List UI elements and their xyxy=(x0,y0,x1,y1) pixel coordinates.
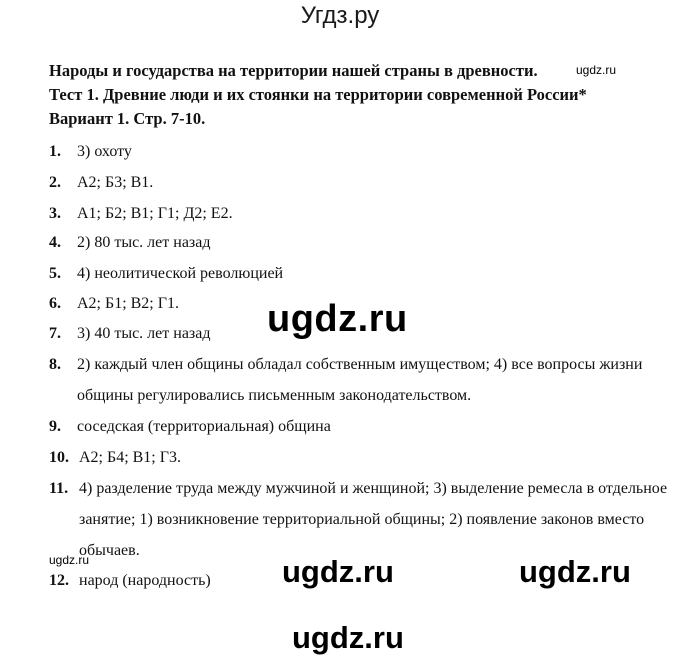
answer-text: народ (народность) xyxy=(79,572,211,589)
answer-text: А1; Б2; В1; Г1; Д2; Е2. xyxy=(77,205,233,222)
answer-number: 7. xyxy=(49,325,61,342)
watermark-small-left: ugdz.ru xyxy=(49,553,90,567)
answer-number: 1. xyxy=(49,143,61,160)
site-title: Угдз.ру xyxy=(300,2,380,29)
answer-text: А2; Б1; В2; Г1. xyxy=(77,295,179,312)
answer-text: А2; Б3; В1. xyxy=(77,174,154,191)
watermark-small: ugdz.ru xyxy=(576,63,617,77)
answer-item-8 xyxy=(49,349,669,411)
answer-item-1 xyxy=(49,136,669,167)
answer-number: 8. xyxy=(49,356,61,373)
test-title: Тест 1. Древние люди и их стоянки на территории современной России* xyxy=(49,85,587,104)
answer-number: 12. xyxy=(49,572,69,589)
answer-number: 11. xyxy=(49,480,69,497)
answer-item-9 xyxy=(49,411,669,442)
answer-text: 2) каждый член общины обладал собственным имуществом; 4) все вопросы жизни общины регулировались письменным законодательством. xyxy=(77,356,643,404)
answer-text: 4) неолитической революцией xyxy=(77,265,284,282)
watermark-bottom-right: ugdz.ru xyxy=(519,554,631,589)
answer-number: 10. xyxy=(49,449,69,466)
answer-item-4 xyxy=(49,227,669,258)
watermark-footer: ugdz.ru xyxy=(292,620,404,655)
answer-item-3 xyxy=(49,198,669,229)
answer-number: 2. xyxy=(49,174,61,191)
answer-number: 4. xyxy=(49,234,61,251)
answer-number: 6. xyxy=(49,295,61,312)
answer-item-11 xyxy=(49,473,669,566)
answer-item-10 xyxy=(49,442,669,473)
answer-text: соседская (территориальная) община xyxy=(77,418,331,435)
section-title: Народы и государства на территории нашей страны в древности. xyxy=(49,61,538,80)
answer-text: 3) 40 тыс. лет назад xyxy=(77,325,211,342)
answer-text: 4) разделение труда между мужчиной и женщиной; 3) выделение ремесла в отдельное занятие; 1) возникновение территориальной общины; 2) появление законов вместо обычаев. xyxy=(79,480,668,559)
answer-text: 3) охоту xyxy=(77,143,132,160)
answer-number: 5. xyxy=(49,265,61,282)
watermark-bottom-left: ugdz.ru xyxy=(282,554,394,589)
answer-number: 9. xyxy=(49,418,61,435)
answer-number: 3. xyxy=(49,205,61,222)
answer-text: 2) 80 тыс. лет назад xyxy=(77,234,211,251)
watermark-center: ugdz.ru xyxy=(267,298,408,340)
answer-text: А2; Б4; В1; Г3. xyxy=(79,449,181,466)
answer-item-2 xyxy=(49,167,669,198)
answer-item-5 xyxy=(49,258,669,289)
variant-title: Вариант 1. Стр. 7-10. xyxy=(49,109,206,128)
